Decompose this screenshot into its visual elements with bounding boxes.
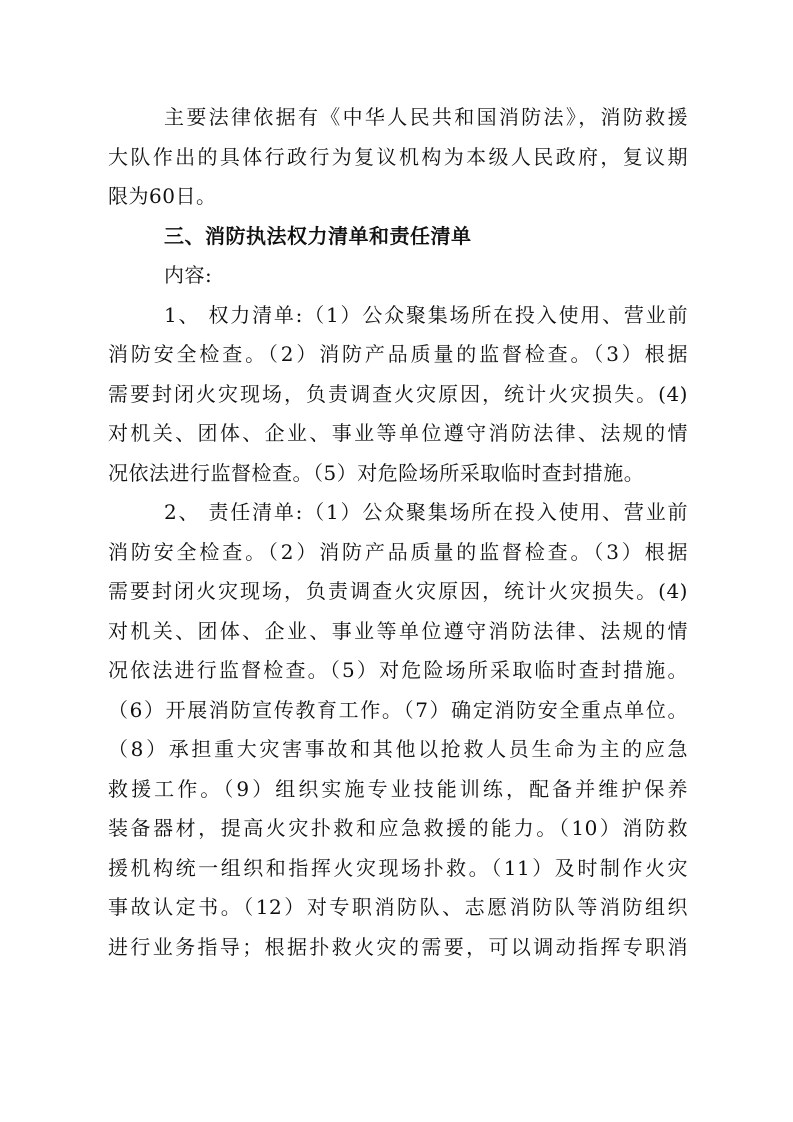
responsibility-list-line-3: 需要封闭火灾现场，负责调查火灾原因，统计火灾损失。(4)	[108, 579, 688, 603]
responsibility-list-line-10: 援机构统一组织和指挥火灾现场扑救。（11）及时制作火灾	[108, 855, 688, 880]
section-heading: 三、消防执法权力清单和责任清单	[164, 223, 472, 248]
responsibility-list-line-2: 消防安全检查。（2）消防产品质量的监督检查。（3）根据	[108, 539, 688, 564]
responsibility-list-line-6: （6）开展消防宣传教育工作。（7）确定消防安全重点单位。	[108, 697, 688, 722]
power-list-line-2: 消防安全检查。（2）消防产品质量的监督检查。（3）根据	[108, 342, 688, 366]
power-list-line-3: 需要封闭火灾现场，负责调查火灾原因，统计火灾损失。(4)	[108, 381, 688, 406]
responsibility-list-line-8: 救援工作。（9）组织实施专业技能训练，配备并维护保养	[108, 776, 688, 801]
power-list-line-5: 况依法进行监督检查。（5）对危险场所采取临时查封措施。	[108, 460, 645, 485]
intro-line-3: 限为60日。	[108, 184, 217, 208]
responsibility-list-line-4: 对机关、团体、企业、事业等单位遵守消防法律、法规的情	[108, 618, 688, 643]
power-list-line-1: 1、 权力清单:（1）公众聚集场所在投入使用、营业前	[164, 302, 688, 327]
intro-line-1: 主要法律依据有《中华人民共和国消防法》，消防救援	[164, 105, 688, 129]
intro-line-2: 大队作出的具体行政行为复议机构为本级人民政府，复议期	[108, 144, 688, 169]
responsibility-list-line-9: 装备器材，提高火灾扑救和应急救援的能力。（10）消防救	[108, 816, 688, 840]
responsibility-list-line-1: 2、 责任清单:（1）公众聚集场所在投入使用、营业前	[164, 500, 688, 524]
document-body	[108, 98, 688, 967]
power-list-line-4: 对机关、团体、企业、事业等单位遵守消防法律、法规的情	[108, 421, 688, 445]
responsibility-list-line-5: 况依法进行监督检查。（5）对危险场所采取临时查封措施。	[108, 658, 688, 682]
content-label: 内容:	[164, 263, 213, 287]
responsibility-list-line-7: （8）承担重大灾害事故和其他以抢救人员生命为主的应急	[108, 737, 688, 761]
responsibility-list-line-11: 事故认定书。（12）对专职消防队、志愿消防队等消防组织	[108, 895, 688, 919]
responsibility-list-line-12: 进行业务指导；根据扑救火灾的需要，可以调动指挥专职消	[108, 934, 688, 959]
